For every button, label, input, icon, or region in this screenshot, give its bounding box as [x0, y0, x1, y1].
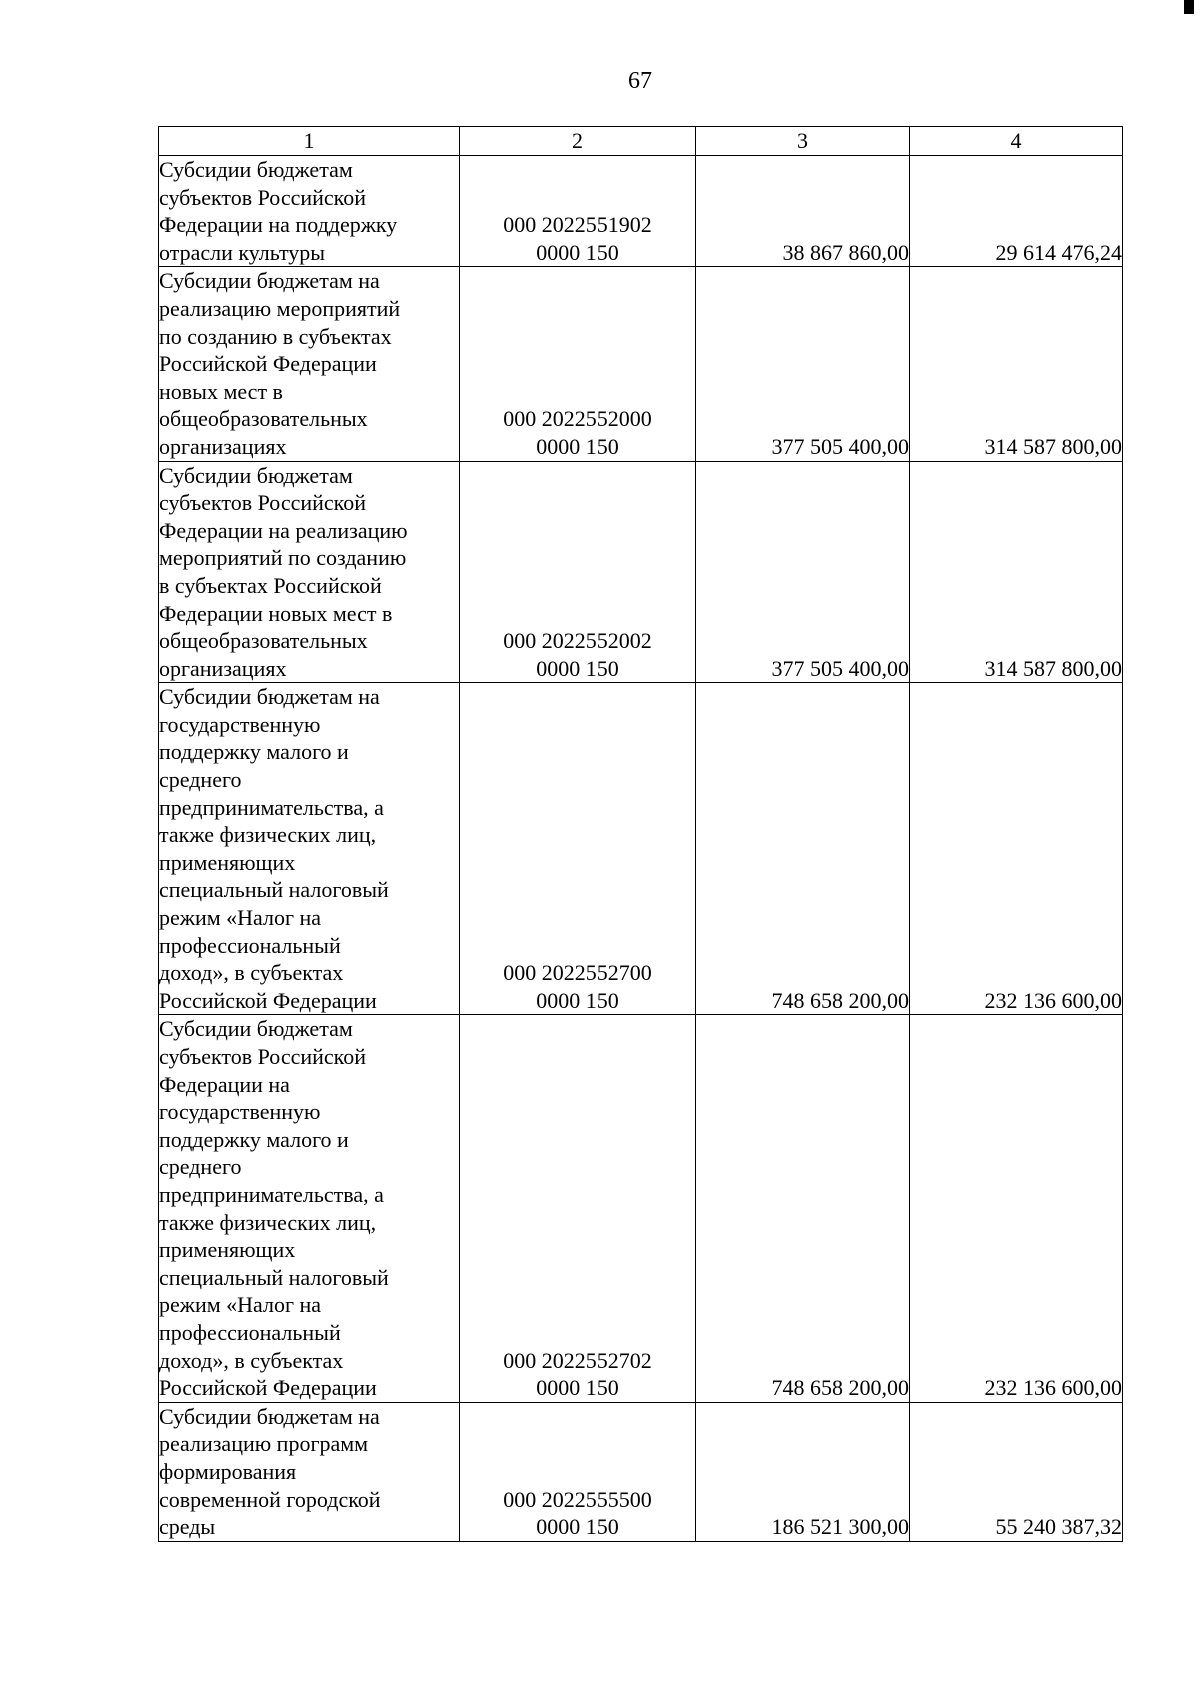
- row-value-3: 748 658 200,00: [696, 1015, 910, 1402]
- row-value-3: 186 521 300,00: [696, 1402, 910, 1541]
- column-header-1: 1: [159, 127, 460, 156]
- row-value-3: 748 658 200,00: [696, 683, 910, 1015]
- row-code: 000 2022551902 0000 150: [460, 156, 696, 267]
- row-code: 000 2022552000 0000 150: [460, 267, 696, 461]
- page-number: 67: [628, 68, 652, 94]
- row-value-4: 232 136 600,00: [910, 683, 1123, 1015]
- table-header-row: [159, 127, 1123, 156]
- scan-corner-mark: [1184, 0, 1194, 14]
- row-value-4: 314 587 800,00: [910, 267, 1123, 461]
- row-code: 000 2022552702 0000 150: [460, 1015, 696, 1402]
- row-value-4: 55 240 387,32: [910, 1402, 1123, 1541]
- table-row: [159, 1402, 1123, 1541]
- row-code: 000 2022552002 0000 150: [460, 461, 696, 683]
- row-name: Субсидии бюджетам на реализацию мероприятий по созданию в субъектах Российской Федерации новых мест в общеобразовательных организациях: [159, 267, 460, 461]
- row-value-3: 38 867 860,00: [696, 156, 910, 267]
- row-value-4: 314 587 800,00: [910, 461, 1123, 683]
- table-row: [159, 1015, 1123, 1402]
- table-row: [159, 267, 1123, 461]
- row-name: Субсидии бюджетам субъектов Российской Федерации на поддержку отрасли культуры: [159, 156, 460, 267]
- row-code: 000 2022552700 0000 150: [460, 683, 696, 1015]
- table-row: [159, 461, 1123, 683]
- table-row: [159, 156, 1123, 267]
- budget-table: [158, 126, 1123, 1542]
- row-value-4: 232 136 600,00: [910, 1015, 1123, 1402]
- row-name: Субсидии бюджетам на государственную поддержку малого и среднего предпринимательства, а также физических лиц, применяющих специальный налоговый режим «Налог на профессиональный доход», в субъектах Российской Федерации: [159, 683, 460, 1015]
- row-name: Субсидии бюджетам на реализацию программ формирования современной городской среды: [159, 1402, 460, 1541]
- row-value-4: 29 614 476,24: [910, 156, 1123, 267]
- row-name: Субсидии бюджетам субъектов Российской Федерации на государственную поддержку малого и среднего предпринимательства, а также физических лиц, применяющих специальный налоговый режим «Налог на профессиональный доход», в субъектах Российской Федерации: [159, 1015, 460, 1402]
- table-row: [159, 683, 1123, 1015]
- row-value-3: 377 505 400,00: [696, 461, 910, 683]
- column-header-4: 4: [910, 127, 1123, 156]
- row-name: Субсидии бюджетам субъектов Российской Федерации на реализацию мероприятий по созданию в субъектах Российской Федерации новых мест в общеобразовательных организациях: [159, 461, 460, 683]
- column-header-3: 3: [696, 127, 910, 156]
- row-code: 000 2022555500 0000 150: [460, 1402, 696, 1541]
- row-value-3: 377 505 400,00: [696, 267, 910, 461]
- column-header-2: 2: [460, 127, 696, 156]
